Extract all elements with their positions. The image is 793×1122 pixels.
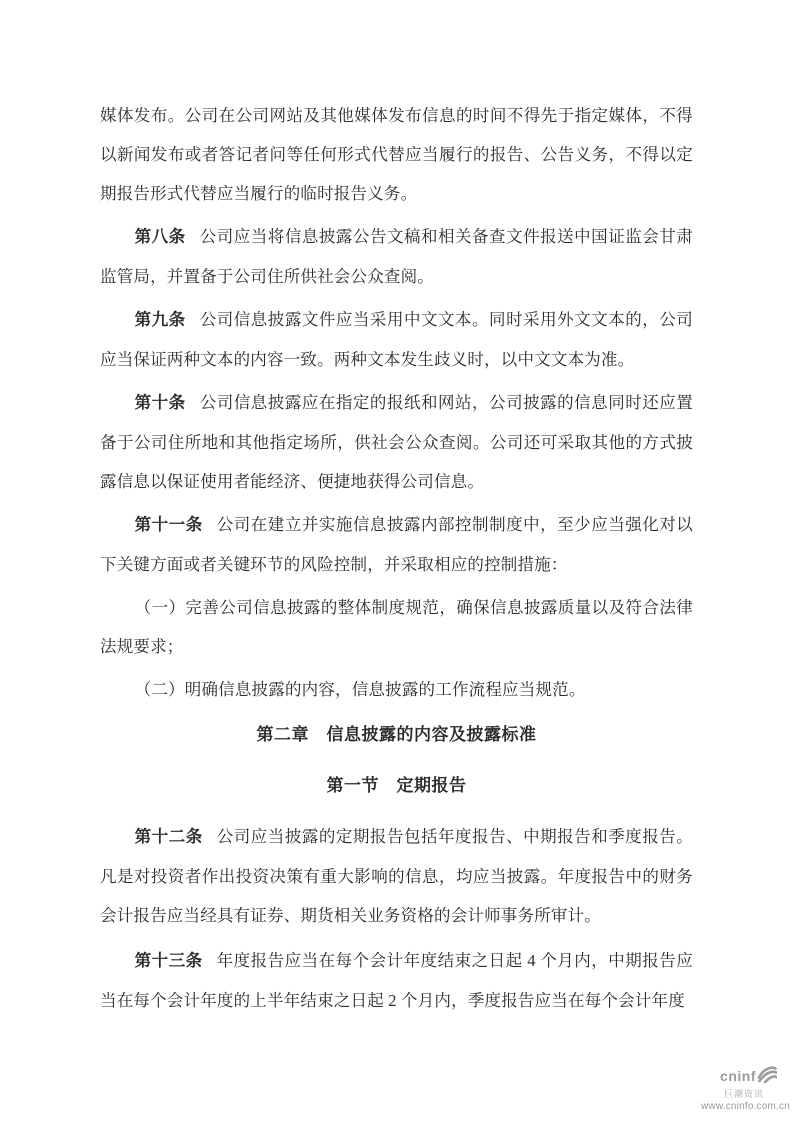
article-10 bbox=[100, 383, 693, 501]
article-9-number: 第九条 bbox=[134, 311, 186, 329]
article-9 bbox=[100, 300, 693, 379]
article-12 bbox=[100, 817, 693, 935]
article-10-text: 公司信息披露应在指定的报纸和网站，公司披露的信息同时还应置备于公司住所地和其他指定场所，供社会公众查阅。公司还可采取其他的方式披露信息以保证使用者能经济、便捷地获得公司信息。 bbox=[100, 393, 693, 491]
section-heading: 第一节 定期报告 bbox=[326, 776, 467, 795]
cninfo-brand-chinese: 巨潮资讯 bbox=[723, 1089, 764, 1100]
article-12-text: 公司应当披露的定期报告包括年度报告、中期报告和季度报告。凡是对投资者作出投资决策有重大影响的信息，均应当披露。年度报告中的财务会计报告应当经具有证券、期货相关业务资格的会计师事务所审计。 bbox=[100, 827, 693, 925]
article-11-text: 公司在建立并实施信息披露内部控制制度中，至少应当强化对以下关键方面或者关键环节的风险控制，并采取相应的控制措施： bbox=[100, 515, 693, 574]
document-body bbox=[100, 96, 693, 1024]
article-9-text: 公司信息披露文件应当采用中文文本。同时采用外文文本的，公司应当保证两种文本的内容一致。两种文本发生歧义时，以中文文本为准。 bbox=[100, 310, 693, 369]
chapter-heading: 第二章 信息披露的内容及披露标准 bbox=[256, 725, 537, 744]
article-13 bbox=[100, 941, 693, 1020]
list-item-1: （一）完善公司信息披露的整体制度规范，确保信息披露质量以及符合法律法规要求； bbox=[100, 598, 693, 656]
cninfo-watermark bbox=[701, 1065, 790, 1112]
article-11-number: 第十一条 bbox=[134, 516, 203, 534]
cninfo-brand-text: cninf bbox=[720, 1068, 756, 1085]
swirl-globe-icon bbox=[757, 1065, 777, 1088]
cninfo-logo-row bbox=[701, 1065, 777, 1088]
article-13-text: 年度报告应当在每个会计年度结束之日起 4 个月内，中期报告应当在每个会计年度的上半年结束之日起 2 个月内，季度报告应当在每个会计年度 bbox=[100, 951, 693, 1010]
article-13-number: 第十三条 bbox=[134, 952, 203, 970]
article-12-number: 第十二条 bbox=[134, 828, 203, 846]
article-11 bbox=[100, 505, 693, 584]
article-8-number: 第八条 bbox=[134, 228, 186, 246]
article-10-number: 第十条 bbox=[134, 394, 186, 412]
article-8-text: 公司应当将信息披露公告文稿和相关备查文件报送中国证监会甘肃监管局，并置备于公司住所供社会公众查阅。 bbox=[100, 227, 693, 286]
article-8 bbox=[100, 217, 693, 296]
cninfo-brand-url: www.cninfo.com.cn bbox=[701, 1100, 790, 1112]
paragraph-continuation: 媒体发布。公司在公司网站及其他媒体发布信息的时间不得先于指定媒体，不得以新闻发布或者答记者问等任何形式代替应当履行的报告、公告义务，不得以定期报告形式代替应当履行的临时报告义务。 bbox=[100, 106, 693, 203]
list-item-2: （二）明确信息披露的内容，信息披露的工作流程应当规范。 bbox=[134, 680, 586, 699]
